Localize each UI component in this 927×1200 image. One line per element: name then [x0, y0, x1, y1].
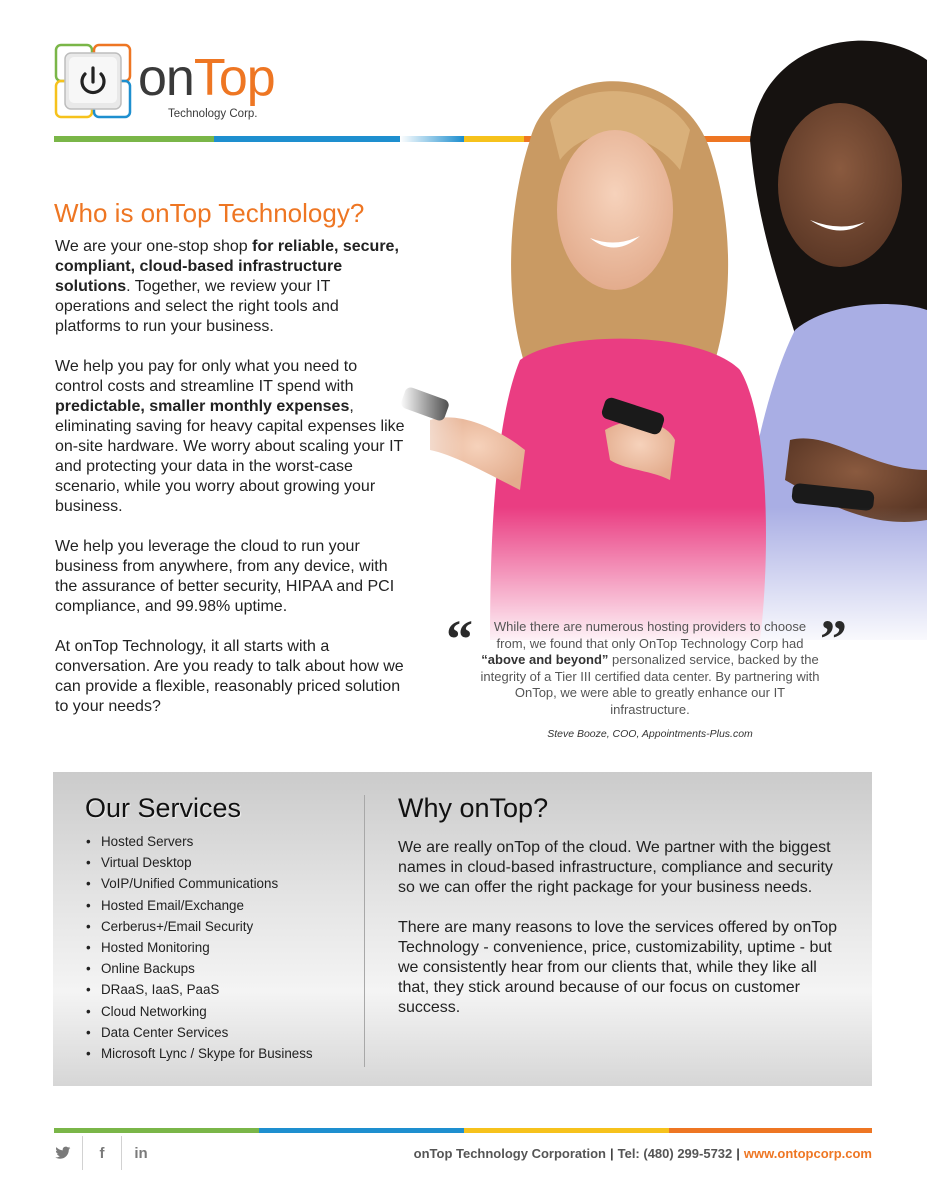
intro-paragraph-1	[55, 237, 405, 337]
intro-p1-text-end: . Together, we review your IT operations and select the right tools and platforms to run your business.	[55, 278, 339, 335]
intro-p2-text: We help you pay for only what you need to control costs and streamline IT spend with	[55, 358, 358, 395]
intro-paragraph-3: We help you leverage the cloud to run your business from anywhere, from any device, with the assurance of better security, HIPAA and PCI compliance, and 99.98% uptime.	[55, 538, 395, 615]
list-item: • Hosted Servers	[86, 831, 313, 852]
testimonial-author: Steve Booze, COO, Appointments-Plus.com	[547, 728, 753, 740]
intro-p2-bold: predictable, smaller monthly expenses	[55, 398, 350, 415]
facebook-icon: f	[99, 1144, 105, 1162]
logo-word-top: Top	[193, 49, 275, 107]
intro-paragraph-4: At onTop Technology, it all starts with a conversation. Are you ready to talk about how we can provide a flexible, reasonably priced solution to your needs?	[55, 638, 404, 715]
logo-subtitle: Technology Corp.	[168, 108, 258, 120]
quote-open-mark: “	[446, 609, 473, 669]
panel-divider	[364, 795, 365, 1067]
hero-photo	[400, 0, 927, 650]
intro-title: Who is onTop Technology?	[54, 198, 365, 228]
list-item: • DRaaS, IaaS, PaaS	[86, 979, 313, 1000]
list-item: • Hosted Email/Exchange	[86, 895, 313, 916]
list-item: • Virtual Desktop	[86, 852, 313, 873]
quote-highlight: “above and beyond”	[481, 652, 609, 667]
services-list	[86, 831, 313, 1064]
why-title: Why onTop?	[398, 793, 549, 823]
list-item: • Microsoft Lync / Skype for Business	[86, 1043, 313, 1064]
quote-text: While there are numerous hosting providers to choose from, we found that only OnTop Technology Corp had	[493, 619, 807, 651]
why-paragraph-2: There are many reasons to love the services offered by onTop Technology - convenience, price, customizability, uptime - but we consistently hear from our clients that, while they like all that, they stick around because of our focus on customer success.	[398, 919, 838, 1016]
twitter-icon	[55, 1146, 71, 1160]
footer-contact	[414, 1146, 872, 1161]
list-item: • Hosted Monitoring	[86, 937, 313, 958]
list-item: • Online Backups	[86, 958, 313, 979]
intro-body	[55, 237, 405, 737]
list-item: • VoIP/Unified Communications	[86, 873, 313, 894]
list-item: • Cerberus+/Email Security	[86, 916, 313, 937]
why-body	[398, 838, 838, 1038]
twitter-link[interactable]	[44, 1136, 83, 1170]
linkedin-link[interactable]	[122, 1136, 160, 1170]
testimonial-quote	[478, 619, 822, 718]
intro-p1-bold: for reliable, secure, compliant, cloud-based infrastructure solutions	[55, 238, 399, 295]
facebook-link[interactable]	[83, 1136, 122, 1170]
quote-close-mark: ”	[820, 609, 847, 669]
footer-color-bar	[54, 1128, 872, 1133]
list-item: • Cloud Networking	[86, 1001, 313, 1022]
footer-company: onTop Technology Corporation	[413, 1146, 606, 1161]
services-title: Our Services	[85, 793, 242, 823]
footer-separator: |	[609, 1146, 614, 1161]
footer-phone: Tel: (480) 299-5732	[617, 1146, 733, 1161]
list-item: • Data Center Services	[86, 1022, 313, 1043]
quote-text-end: personalized service, backed by the integrity of a Tier III certified data center. By partnering with OnTop, we were able to greatly enhance our IT infrastructure.	[480, 652, 820, 717]
intro-p1-text: We are your one-stop shop	[55, 238, 253, 255]
logo-mark	[54, 43, 132, 119]
intro-p2-text-end: , eliminating saving for heavy capital expenses like on-site hardware. We worry about scaling your IT and protecting your data in the worst-case scenario, while you worry about growing your business.	[55, 398, 405, 515]
logo-word-on: on	[138, 49, 194, 107]
linkedin-icon: in	[134, 1144, 148, 1162]
logo-wordmark	[138, 49, 275, 107]
why-paragraph-1: We are really onTop of the cloud. We partner with the biggest names in cloud-based infrastructure, compliance and security so we can offer the right package for your business needs.	[398, 839, 833, 896]
intro-paragraph-2	[55, 357, 405, 517]
footer-separator: |	[736, 1146, 740, 1161]
footer-url-link[interactable]: www.ontopcorp.com	[743, 1146, 872, 1161]
